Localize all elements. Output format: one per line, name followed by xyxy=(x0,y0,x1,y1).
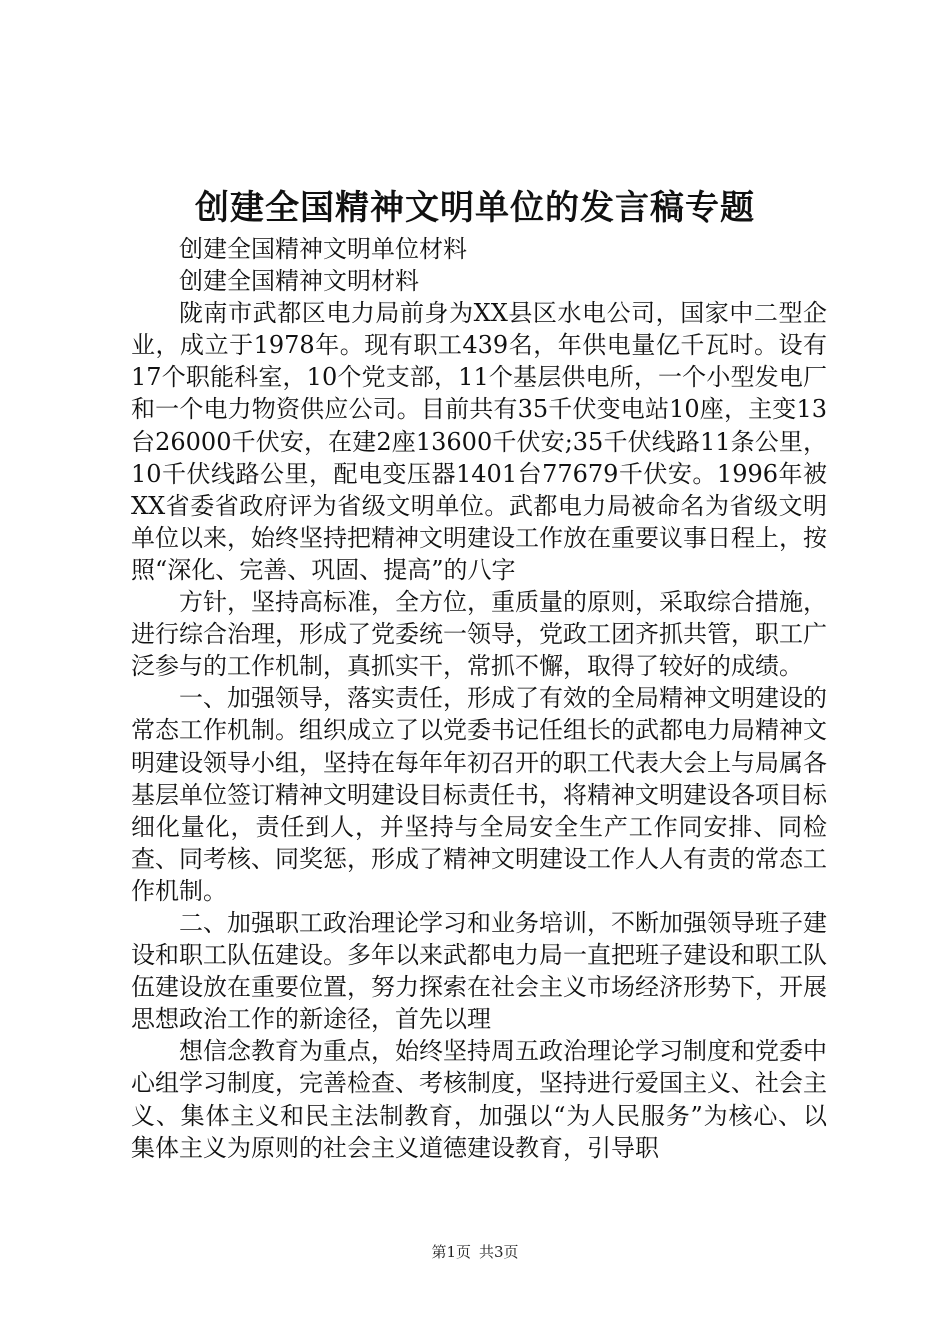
page-title: 创建全国精神文明单位的发言稿专题 xyxy=(195,188,755,228)
page-total: 共3页 xyxy=(479,1243,519,1261)
paragraph-section-1: 一、加强领导，落实责任，形成了有效的全局精神文明建设的常态工作机制。组织成立了以党委书记任组长的武都电力局精神文明建设领导小组，坚持在每年年初召开的职工代表大会上与局属各基层单位签订精神文明建设目标责任书，将精神文明建设各项目标细化量化，责任到人，并坚持与全局安全生产工作同安排、同检查、同考核、同奖惩，形成了精神文明建设工作人人有责的常态工作机制。 xyxy=(131,684,827,905)
paragraph-policy: 方针，坚持高标准，全方位，重质量的原则，采取综合措施，进行综合治理，形成了党委统一领导，党政工团齐抓共管，职工广泛参与的工作机制，真抓实干，常抓不懈，取得了较好的成绩。 xyxy=(131,588,827,681)
paragraph-section-2: 二、加强职工政治理论学习和业务培训，不断加强领导班子建设和职工队伍建设。多年以来武都电力局一直把班子建设和职工队伍建设放在重要位置，努力探索在社会主义市场经济形势下，开展思想政治工作的新途径，首先以理 xyxy=(131,908,827,1034)
paragraph-section-2-cont: 想信念教育为重点，始终坚持周五政治理论学习制度和党委中心组学习制度，完善检查、考核制度，坚持进行爱国主义、社会主义、集体主义和民主法制教育，加强以“为人民服务”为核心、以集体主义为原则的社会主义道德建设教育，引导职 xyxy=(131,1037,827,1162)
paragraph-subtitle-1: 创建全国精神文明单位材料 xyxy=(179,235,467,263)
paragraph-subtitle-2: 创建全国精神文明材料 xyxy=(179,267,419,296)
page-footer xyxy=(0,1242,950,1262)
paragraph-intro: 陇南市武都区电力局前身为XX县区水电公司，国家中二型企业，成立于1978年。现有职工439名，年供电量亿千瓦时。设有17个职能科室，10个党支部，11个基层供电所，一个小型发电厂和一个电力物资供应公司。目前共有35千伏变电站10座，主变13台26000千伏安，在建2座13600千伏安;35千伏线路11条公里，10千伏线路公里，配电变压器1401台77679千伏安。1996年被XX省委省政府评为省级文明单位。武都电力局被命名为省级文明单位以来，始终坚持把精神文明建设工作放在重要议事日程上，按照“深化、完善、巩固、提高”的八字 xyxy=(131,299,827,584)
page-number: 第1页 xyxy=(431,1243,471,1261)
document-body xyxy=(131,233,827,1164)
